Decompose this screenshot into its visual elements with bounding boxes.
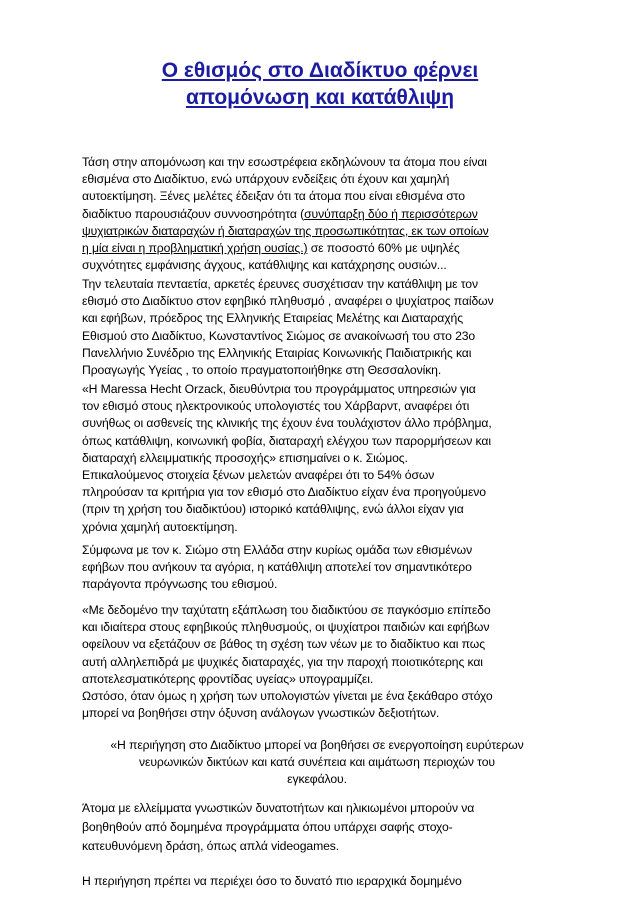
text-line: νευρωνικών δικτύων και κατά συνέπεια και αιμάτωση περιοχών του [139,755,495,770]
text-line: βοηθηθούν από δομημένα προγράμματα όπου υπάρχει σαφής στοχο- [82,820,453,834]
text-line: (πριν τη χρήση του διαδικτύου) ιστορικό κατάθλιψης, ενώ άλλοι είχαν για [82,502,464,517]
text-line: εγκεφάλου. [287,772,347,787]
text-line: εθισμένα στο Διαδίκτυο, ενώ υπάρχουν ενδείξεις ότι έχουν και χαμηλή [82,172,450,187]
paragraph-2 [82,276,552,379]
text-line: χρόνια χαμηλή αυτοεκτίμηση. [82,519,238,534]
text-line: και ιδιαίτερα στους εφηβικούς πληθυσμούς, οι ψυχίατροι παιδιών και εφήβων [82,620,490,635]
text-line: αποτελεσματικότερης φροντίδας υγείας» υπογραμμίζει. [82,671,374,686]
text-line: εθισμό στο Διαδίκτυο στον εφηβικό πληθυσμό , αναφέρει ο ψυχίατρος παίδων [82,294,494,309]
text-line: «Η Maressa Hecht Orzack, διευθύντρια του προγράμματος υπηρεσιών για [82,382,476,396]
text-line: συχνότητες εμφάνισης άγχους, κατάθλιψης και κατάχρησης ουσιών... [82,258,447,273]
text-line: όπως κατάθλιψη, κοινωνική φοβία, διαταραχή ελέγχου των παρορμήσεων και [82,433,491,448]
underlined-definition-line: ψυχιατρικών διαταραχών ή διαταραχών της προσωπικότητας, εκ των οποίων [82,223,489,238]
title-line-1: Ο εθισμός στο Διαδίκτυο φέρνει [161,59,479,82]
text-line: παράγοντα πρόγνωσης του εθισμού. [82,577,278,592]
paragraph-6 [82,602,552,688]
paragraph-5 [82,542,552,594]
text-line: Προαγωγής Υγείας , το οποίο πραγματοποιήθηκε στη Θεσσαλονίκη. [82,363,442,378]
text-line: μπορεί να βοηθήσει στην όξυνση ανάλογων γνωστικών δεξιοτήτων. [82,706,440,721]
text-line: διαταραχή ελλειμματικής προσοχής» επισημαίνει ο κ. Σιώμος. [82,450,408,465]
text-line: Ωστόσο, όταν όμως η χρήση των υπολογιστών γίνεται με ένα ξεκάθαρο στόχο [82,689,493,703]
text-line: Την τελευταία πενταετία, αρκετές έρευνες συσχέτισαν την κατάθλιψη με τον [82,277,478,291]
text-span: διαδίκτυο παρουσιάζουν συννοσηρότητα ( [82,206,305,221]
text-line: Η περιήγηση πρέπει να περιέχει όσο το δυνατό πιο ιεραρχικά δομημένο [82,874,462,888]
text-line: πληρούσαν τα κριτήρια για τον εθισμό στο Διαδίκτυο είχαν ένα προηγούμενο [82,485,486,500]
text-line: συνήθως οι ασθενείς της κλινικής της έχουν ένα τουλάχιστον άλλο πρόβλημα, [82,416,492,431]
text-line: Επικαλούμενος στοιχεία ξένων μελετών αναφέρει ότι το 54% όσων [82,468,435,482]
paragraph-3 [82,381,552,467]
paragraph-9 [82,799,552,856]
text-line: Σύμφωνα με τον κ. Σιώμο στη Ελλάδα στην κυρίως ομάδα των εθισμένων [82,543,473,557]
text-line: αυτοεκτίμηση. Ξένες μελέτες έδειξαν ότι τα άτομα που είναι εθισμένα στο [82,189,465,204]
text-span: σε ποσοστό 60% με υψηλές [307,241,460,256]
paragraph-10 [82,873,552,890]
paragraph-8-quote [82,737,552,789]
underlined-definition: η μία είναι η προβληματική χρήση ουσίας.) [82,241,308,256]
paragraph-7 [82,688,552,722]
article-title [90,57,550,111]
text-line [82,240,552,257]
text-line: «Με δεδομένο την ταχύτατη εξάπλωση του διαδικτύου σε παγκόσμιο επίπεδο [82,603,491,617]
text-line: εφήβων που ανήκουν τα αγόρια, η κατάθλιψη αποτελεί τον σημαντικότερο [82,560,472,575]
text-line: «Η περιήγηση στο Διαδίκτυο μπορεί να βοηθήσει σε ενεργοποίηση ευρύτερων [110,738,524,752]
text-line: οφείλουν να εξετάζουν σε βάθος τη σχέση των νέων με το διαδίκτυο και πως [82,637,485,652]
paragraph-4 [82,467,552,536]
underlined-definition: συνύπαρξη δύο ή περισσότερων [304,206,478,221]
text-line: Τάση στην απομόνωση και την εσωστρέφεια εκδηλώνουν τα άτομα που είναι [82,155,487,169]
text-line: αυτή αλληλεπιδρά με ψυχικές διαταραχές, για την παροχή ποιοτικότερης και [82,654,483,669]
text-line: Άτομα με ελλείμματα γνωστικών δυνατοτήτων και ηλικιωμένοι μπορούν να [82,801,475,815]
text-line: Πανελλήνιο Συνέδριο της Ελληνικής Εταιρίας Κοινωνικής Παιδιατρικής και [82,345,472,360]
text-line: κατευθυνόμενη δράση, όπως απλά videogames. [82,839,340,853]
text-line: Εθισμού στο Διαδίκτυο, Κωνσταντίνος Σιώμος σε ανακοίνωσή του στο 23ο [82,328,476,343]
text-line: και εφήβων, πρόεδρος της Ελληνικής Εταιρείας Μελέτης και Διαταραχής [82,311,463,326]
paragraph-1 [82,154,552,274]
text-line: τον εθισμό στους ηλεκτρονικούς υπολογιστές του Χάρβαρντ, αναφέρει ότι [82,399,470,414]
title-line-2: απομόνωση και κατάθλιψη [185,86,455,109]
text-line [82,206,552,223]
